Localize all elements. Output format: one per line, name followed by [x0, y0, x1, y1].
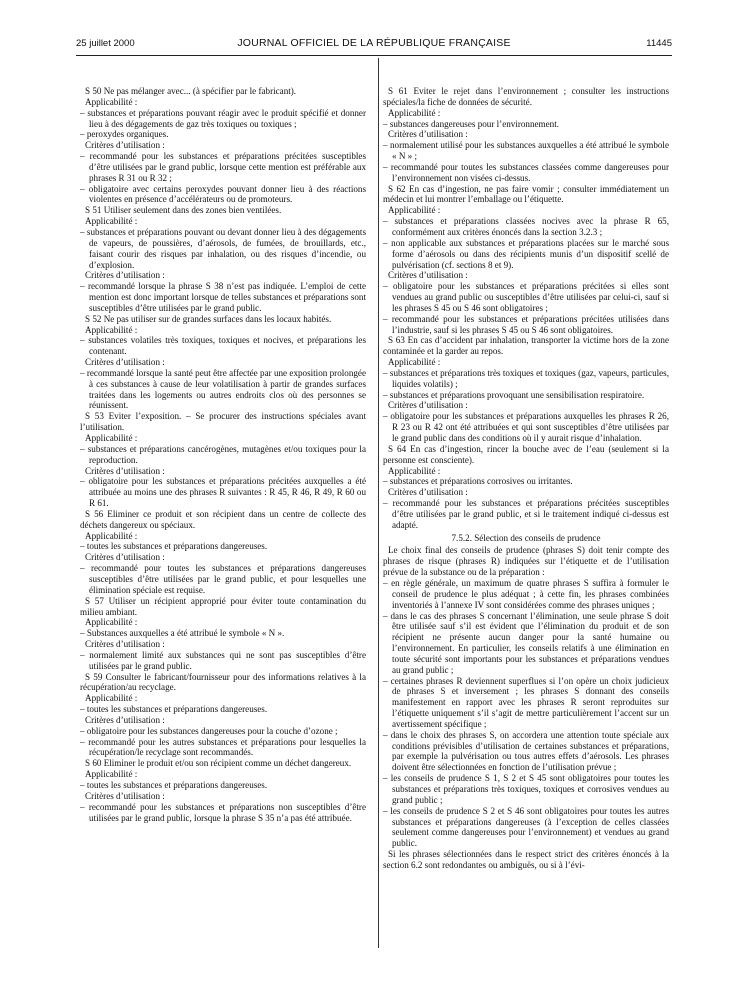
bullet-item: – Substances auxquelles a été attribué le symbole « N ». — [80, 628, 285, 639]
bullet-item: – recommandé pour toutes les substances classées comme dangereuses pour l’environnement non visées ci-dessus. — [383, 161, 669, 183]
criteria-label: Applicabilité : — [85, 324, 138, 335]
bullet-item: – obligatoire pour les substances dangereuses pour la couche d’ozone ; — [80, 725, 338, 736]
paragraph: Le choix final des conseils de prudence (phrases S) doit tenir compte des phrases de risque (phrases R) indiquées sur l’étiquette et de l’utilisation prévue de la substance ou de la préparation : — [383, 545, 669, 578]
criteria-label: Applicabilité : — [388, 205, 441, 216]
criteria-label: Critères d’utilisation : — [85, 714, 165, 725]
bullet-item: – recommandé pour toutes les substances et préparations dangereuses susceptibles d’être utilisées par le grand public, et pour lesquelles une élimination spéciale est requise. — [80, 563, 366, 595]
bullet-item: – dans le choix des phrases S, on accordera une attention toute spéciale aux conditions prévisibles d’utilisation de certaines substances et préparations, par exemple la pulvérisation ou tous autres effets d’aérosols. Les phrases doivent être sélectionnées en fonction de l’utilisation prévue ; — [383, 729, 669, 773]
criteria-label: Critères d’utilisation : — [388, 129, 468, 140]
bullet-item: – obligatoire pour les substances et préparations précitées auxquelles a été attribuée au moins une des phrases R suivantes : R 45, R 46, R 49, R 60 ou R 61. — [80, 476, 366, 509]
bullet-item: – recommandé lorsque la phrase S 38 n’est pas indiquée. L’emploi de cette mention est donc important lorsque de telles substances et préparations sont susceptibles d’être utilisées par le grand public. — [80, 281, 366, 313]
bullet-item: – les conseils de prudence S 1, S 2 et S 45 sont obligatoires pour toutes les substances et préparations très toxiques, toxiques et corrosives vendues au grand public ; — [383, 773, 669, 805]
criteria-label: Applicabilité : — [85, 769, 138, 780]
criteria-label: Critères d’utilisation : — [388, 270, 468, 281]
bullet-item: – peroxydes organiques. — [80, 129, 169, 140]
criteria-label: Critères d’utilisation : — [85, 552, 165, 563]
bullet-item: – toutes les substances et préparations dangereuses. — [80, 541, 268, 552]
criteria-label: Critères d’utilisation : — [85, 639, 165, 650]
paragraph: S 50 Ne pas mélanger avec... (à spécifier par le fabricant). — [85, 86, 297, 96]
criteria-label: Critères d’utilisation : — [85, 790, 165, 801]
bullet-item: – les conseils de prudence S 2 et S 46 sont obligatoires pour toutes les autres substances et préparations dangereuses (à l’exception de celles classées seulement comme dangereuses pour l’environnement) et vendues au grand public. — [383, 805, 669, 849]
bullet-item: – non applicable aux substances et préparations placées sur le marché sous forme d’aérosols ou dans des récipients munis d’un dispositif scellé de pulvérisation (cf. sections 8 et 9). — [383, 237, 669, 270]
bullet-item: – en règle générale, un maximum de quatre phrases S suffira à formuler le conseil de prudence le plus adéquat ; à cette fin, les phrases combinées inventoriés à l’annexe IV sont considérées comme des phrases uniques ; — [383, 577, 669, 610]
criteria-label: Critères d’utilisation : — [85, 357, 165, 368]
bullet-item: – substances et préparations cancérogènes, mutagènes et/ou toxiques pour la reproduction. — [80, 443, 366, 465]
section-heading: 7.5.2. Sélection des conseils de prudence — [451, 532, 601, 543]
bullet-item: – normalement utilisé pour les substances auxquelles a été attribué le symbole « N » ; — [383, 140, 669, 162]
bullet-item: – substances et préparations corrosives ou irritantes. — [383, 476, 573, 487]
criteria-label: Critères d’utilisation : — [85, 465, 165, 476]
bullet-item: – substances dangereuses pour l’environnement. — [383, 118, 560, 129]
criteria-label: Applicabilité : — [85, 216, 138, 227]
criteria-label: Critères d’utilisation : — [388, 400, 468, 411]
left-column — [80, 86, 366, 823]
bullet-item: – recommandé pour les substances et préparations précitées utilisées dans l’industrie, sauf si les phrases S 45 ou S 46 sont obligatoires. — [383, 313, 669, 335]
bullet-item: – substances et préparations pouvant réagir avec le produit spécifié et donner lieu à des dégagements de gaz très toxiques ou toxiques ; — [80, 107, 366, 129]
page-number: 11445 — [646, 38, 672, 49]
bullet-item: – substances volatiles très toxiques, toxiques et nocives, et préparations les contenant. — [80, 335, 366, 357]
paragraph: S 60 Eliminer le produit et/ou son récipient comme un déchet dangereux. — [85, 758, 352, 769]
bullet-item: – obligatoire pour les substances et préparations précitées si elles sont vendues au grand public ou susceptibles d’être utilisées par celui-ci, sauf si les phrases S 45 ou S 46 sont obligatoires ; — [383, 281, 669, 313]
criteria-label: Applicabilité : — [85, 693, 138, 704]
bullet-item: – obligatoire avec certains peroxydes pouvant donner lieu à des réactions violentes en présence d’accélérateurs ou de promoteurs. — [80, 183, 366, 205]
header-rule — [76, 55, 672, 56]
paragraph: S 64 En cas d’ingestion, rincer la bouche avec de l’eau (seulement si la personne est consciente). — [383, 443, 669, 465]
bullet-item: – recommandé pour les autres substances et préparations pour lesquelles la récupération/le recyclage sont recommandés. — [80, 736, 366, 758]
criteria-label: Critères d’utilisation : — [85, 140, 165, 151]
paragraph: S 63 En cas d’accident par inhalation, transporter la victime hors de la zone contaminée et la garder au repos. — [383, 335, 669, 357]
criteria-label: Critères d’utilisation : — [388, 487, 468, 498]
bullet-item: – toutes les substances et préparations dangereuses. — [80, 704, 268, 715]
paragraph: S 53 Eviter l’exposition. – Se procurer des instructions spéciales avant l’utilisation. — [80, 411, 366, 433]
right-column — [383, 86, 669, 871]
criteria-label: Applicabilité : — [85, 433, 138, 443]
bullet-item: – substances et préparations pouvant ou devant donner lieu à des dégagements de vapeurs, de poussières, d’aérosols, de fumées, de brouillards, etc., faisant courir des risques par inhalation, ou des risques d’incendie, ou d’explosion. — [80, 226, 366, 270]
paragraph: S 61 Eviter le rejet dans l’environnement ; consulter les instructions spéciales/la fiche de données de sécurité. — [383, 86, 669, 107]
paragraph: S 51 Utiliser seulement dans des zones bien ventilées. — [85, 205, 282, 216]
paragraph: S 62 En cas d’ingestion, ne pas faire vomir ; consulter immédiatement un médecin et lui montrer l’emballage ou l’étiquette. — [383, 183, 669, 205]
bullet-item: – recommandé pour les substances et préparations précitées susceptibles d’être utilisées par le grand public, lorsque cette mention est préférable aux phrases R 31 ou R 32 ; — [80, 151, 366, 183]
bullet-item: – toutes les substances et préparations dangereuses. — [80, 780, 268, 790]
bullet-item: – dans le cas des phrases S concernant l’élimination, une seule phrase S doit être utilisée sauf s’il est évident que l’élimination du produit et de son récipient ne présente aucun danger pour la santé humaine ou l’environnement. En particulier, les conseils relatifs à une élimination en toute sécurité sont importants pour les substances et préparations vendues au grand public ; — [383, 610, 669, 675]
column-divider — [378, 58, 379, 948]
criteria-label: Applicabilité : — [85, 530, 138, 541]
criteria-label: Applicabilité : — [388, 465, 441, 476]
criteria-label: Applicabilité : — [388, 107, 441, 118]
paragraph: S 59 Consulter le fabricant/fournisseur pour des informations relatives à la récupération/au recyclage. — [80, 671, 366, 693]
bullet-item: – substances et préparations classées nocives avec la phrase R 65, conformément aux critères énoncés dans la section 3.2.3 ; — [383, 216, 669, 237]
journal-title: JOURNAL OFFICIEL DE LA RÉPUBLIQUE FRANÇAISE — [237, 37, 511, 49]
header-date: 25 juillet 2000 — [76, 38, 135, 49]
bullet-item: – recommandé lorsque la santé peut être affectée par une exposition prolongée à ces substances à cause de leur volatilisation à partir de grandes surfaces traitées dans les logements ou autres endroits clos où des personnes se réunissent. — [80, 367, 366, 411]
criteria-label: Applicabilité : — [388, 357, 441, 368]
criteria-label: Critères d’utilisation : — [85, 270, 165, 281]
paragraph: Si les phrases sélectionnées dans le respect strict des critères énoncés à la section 6.2 sont redondantes ou ambiguës, ou si à l’évi- — [383, 849, 669, 870]
bullet-item: – normalement limité aux substances qui ne sont pas susceptibles d’être utilisées par le grand public. — [80, 649, 366, 671]
bullet-item: – substances et préparations très toxiques et toxiques (gaz, vapeurs, particules, liquides volatils) ; — [383, 367, 669, 389]
paragraph: S 56 Eliminer ce produit et son récipient dans un centre de collecte des déchets dangereux ou spéciaux. — [80, 508, 366, 530]
bullet-item: – certaines phrases R deviennent superflues si l’on opère un choix judicieux de phrases S et inversement ; les phrases S donnant des conseils manifestement en rapport avec les phrases R seront reproduites sur l’étiquette uniquement s’il s’agit de mettre particulièrement l’accent sur un avertissement spécifique ; — [383, 675, 669, 729]
bullet-item: – substances et préparations provoquant une sensibilisation respiratoire. — [383, 389, 645, 400]
bullet-item: – recommandé pour les substances et préparations précitées susceptibles d’être utilisées par le grand public, et si le traitement indiqué ci-dessus est adapté. — [383, 498, 669, 530]
bullet-item: – recommandé pour les substances et préparations non susceptibles d’être utilisées par le grand public, lorsque la phrase S 35 n’a pas été attribuée. — [80, 801, 366, 823]
page-header — [76, 38, 672, 52]
criteria-label: Applicabilité : — [85, 617, 138, 628]
paragraph: S 52 Ne pas utiliser sur de grandes surfaces dans les locaux habités. — [85, 313, 332, 324]
criteria-label: Applicabilité : — [85, 96, 138, 107]
bullet-item: – obligatoire pour les substances et préparations auxquelles les phrases R 26, R 23 ou R 42 ont été attribuées et qui sont susceptibles d’être utilisées par le grand public dans des conditions où il y aurait risque d’inhalation. — [383, 411, 669, 443]
paragraph: S 57 Utiliser un récipient approprié pour éviter toute contamination du milieu ambiant. — [80, 595, 366, 617]
